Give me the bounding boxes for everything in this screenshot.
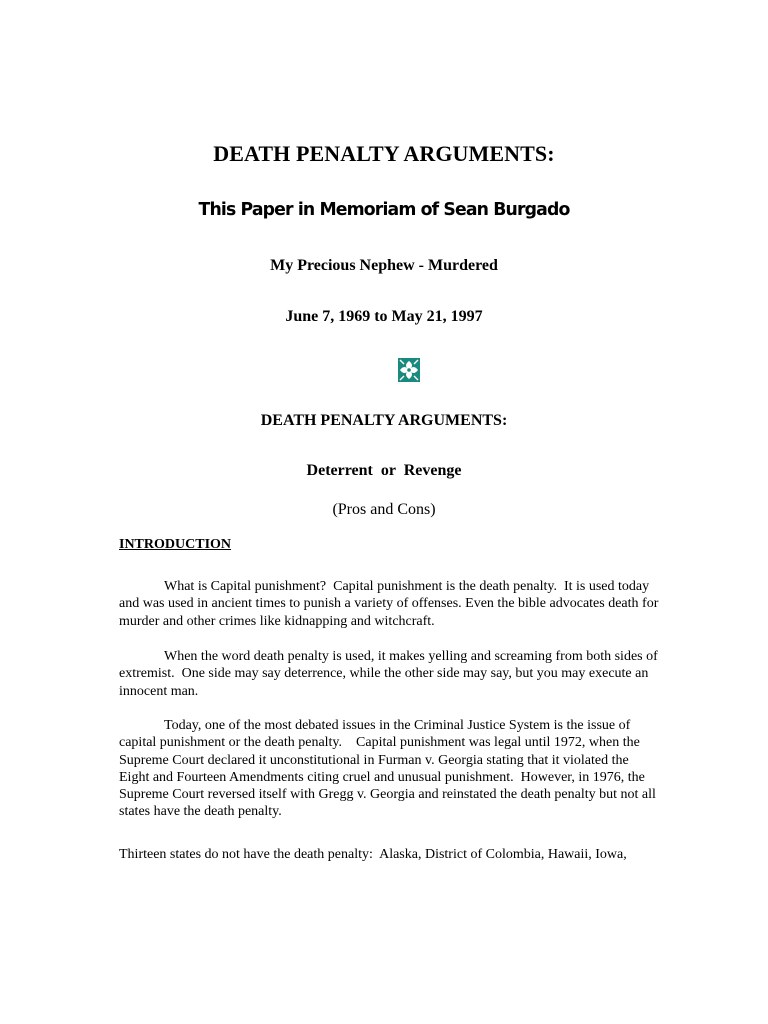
paragraph-2: [119, 648, 704, 700]
document-title: DEATH PENALTY ARGUMENTS:: [213, 141, 555, 166]
paragraph-line: murder and other crimes like kidnapping and witchcraft.: [119, 613, 435, 629]
paragraph-line: Eight and Fourteen Amendments citing cruel and unusual punishment. However, in 1976, the: [119, 769, 645, 785]
paragraph-4: [119, 846, 704, 863]
paragraph-line: extremist. One side may say deterrence, while the other side may say, but you may execute an: [119, 666, 649, 682]
paragraph-line: Supreme Court declared it unconstitutional in Furman v. Georgia stating that it violated the: [119, 752, 629, 768]
paragraph-line: Today, one of the most debated issues in the Criminal Justice System is the issue of: [164, 718, 631, 733]
paragraph-line: Supreme Court reversed itself with Gregg v. Georgia and reinstated the death penalty but not all: [119, 787, 656, 803]
section-title: DEATH PENALTY ARGUMENTS:: [260, 412, 508, 429]
paragraph-line: and was used in ancient times to punish a variety of offenses. Even the bible advocates death for: [119, 596, 659, 612]
date-range-subtitle: June 7, 1969 to May 21, 1997: [285, 308, 483, 325]
paragraph-line: Thirteen states do not have the death penalty: Alaska, District of Colombia, Hawaii, Iowa,: [119, 847, 627, 862]
paragraph-line: capital punishment or the death penalty. Capital punishment was legal until 1972, when the: [119, 735, 640, 751]
pros-cons-caption: (Pros and Cons): [332, 501, 436, 518]
paragraph-line: innocent man.: [119, 683, 199, 699]
paragraph-3: [119, 717, 704, 821]
paragraph-line: What is Capital punishment? Capital punishment is the death penalty. It is used today: [164, 579, 650, 594]
memoriam-heading: This Paper in Memoriam of Sean Burgado: [198, 199, 570, 220]
paragraph-line: When the word death penalty is used, it makes yelling and screaming from both sides of: [164, 649, 658, 664]
introduction-heading: INTRODUCTION: [119, 537, 232, 552]
paragraph-line: states have the death penalty.: [119, 804, 282, 820]
celtic-knot-icon: [398, 358, 420, 382]
topic-title: Deterrent or Revenge: [306, 462, 462, 479]
dedication-subtitle: My Precious Nephew - Murdered: [270, 257, 498, 274]
paragraph-1: [119, 578, 704, 630]
